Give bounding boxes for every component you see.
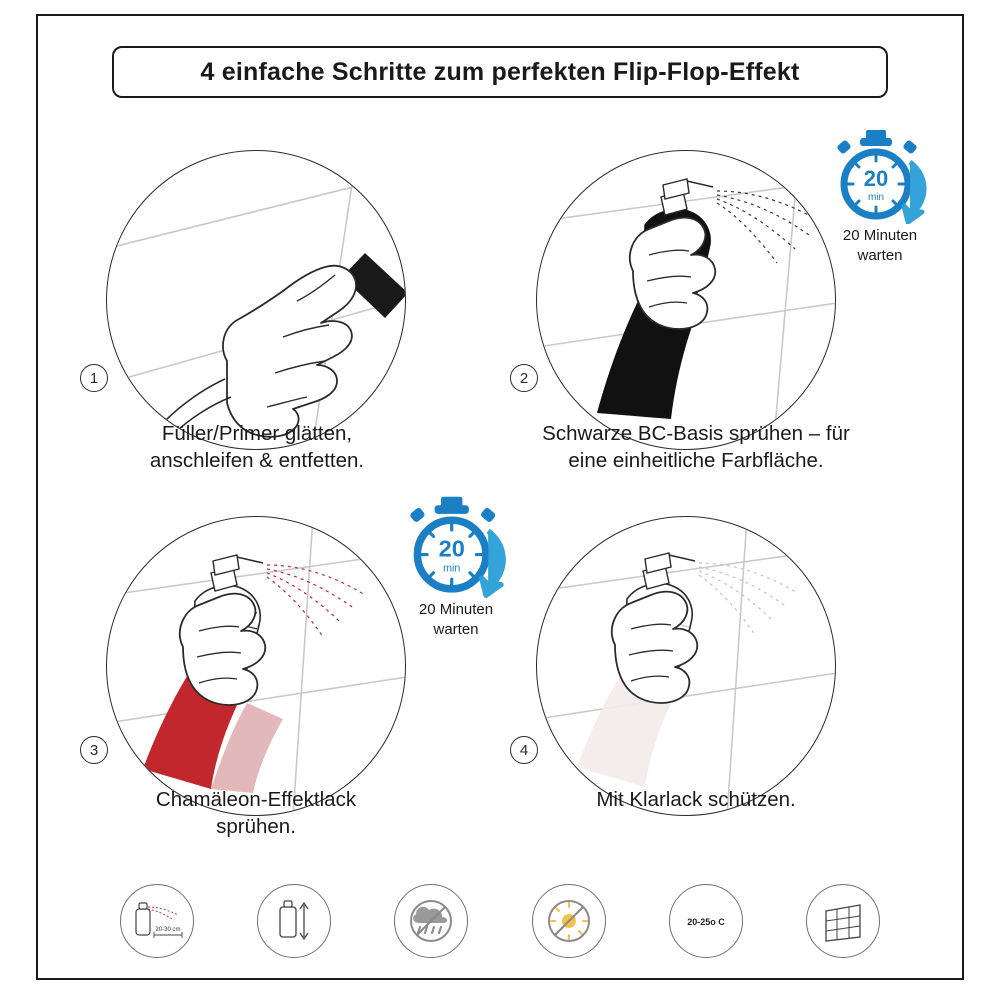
step-4-number: 4 bbox=[510, 736, 538, 764]
step-3-caption bbox=[76, 786, 436, 840]
timer-1-unit: min bbox=[867, 192, 885, 203]
step-3-caption-line1: Chamäleon-Effektlack bbox=[155, 788, 357, 811]
step-2-caption-line2: eine einheitliche Farbfläche. bbox=[568, 449, 824, 473]
masking-surface-icon bbox=[806, 884, 880, 958]
step-2-caption bbox=[486, 420, 906, 474]
step-1-number: 1 bbox=[80, 364, 108, 392]
step-2-number: 2 bbox=[510, 364, 538, 392]
timer-2-label bbox=[376, 600, 536, 639]
step-3-caption-line2: sprühen. bbox=[216, 815, 296, 839]
timer-2-label-line1: 20 Minuten bbox=[418, 601, 494, 618]
step-1-illustration bbox=[106, 150, 406, 450]
step-1-caption bbox=[72, 420, 442, 474]
stopwatch-icon bbox=[396, 494, 516, 598]
timer-2-label-line2: warten bbox=[433, 620, 479, 638]
no-rain-icon bbox=[394, 884, 468, 958]
timer-1-value: 20 bbox=[863, 166, 889, 191]
timer-2-unit: min bbox=[443, 562, 461, 575]
timer-2-value: 20 bbox=[438, 535, 465, 562]
shake-can-icon bbox=[257, 884, 331, 958]
step-2-caption-line1: Schwarze BC-Basis sprühen – für bbox=[542, 422, 850, 445]
step-4-illustration bbox=[536, 516, 836, 816]
timer-badge-1 bbox=[800, 128, 960, 265]
step-3-illustration bbox=[106, 516, 406, 816]
footer-icon-strip bbox=[120, 884, 880, 958]
no-direct-sun-icon bbox=[532, 884, 606, 958]
step-1-caption-line1: Füller/Primer glätten, bbox=[161, 422, 353, 445]
timer-1-label-line2: warten bbox=[857, 246, 903, 264]
stopwatch-icon bbox=[824, 128, 936, 224]
temperature-range-icon bbox=[669, 884, 743, 958]
temperature-range-label: 20-25o C bbox=[686, 917, 725, 927]
spray-distance-label: 20-30 cm bbox=[155, 927, 181, 933]
step-1-caption-line2: anschleifen & entfetten. bbox=[149, 449, 365, 473]
step-4-caption bbox=[516, 786, 876, 813]
page-title: 4 einfache Schritte zum perfekten Flip-Flop-Effekt bbox=[200, 57, 800, 86]
step-4-caption-line1: Mit Klarlack schützen. bbox=[596, 788, 796, 811]
title-box bbox=[112, 46, 888, 98]
step-3-number: 3 bbox=[80, 736, 108, 764]
timer-1-label bbox=[800, 226, 960, 265]
step-2-illustration bbox=[536, 150, 836, 450]
spray-distance-icon bbox=[120, 884, 194, 958]
timer-1-label-line1: 20 Minuten bbox=[842, 227, 918, 244]
timer-badge-2 bbox=[376, 494, 536, 639]
